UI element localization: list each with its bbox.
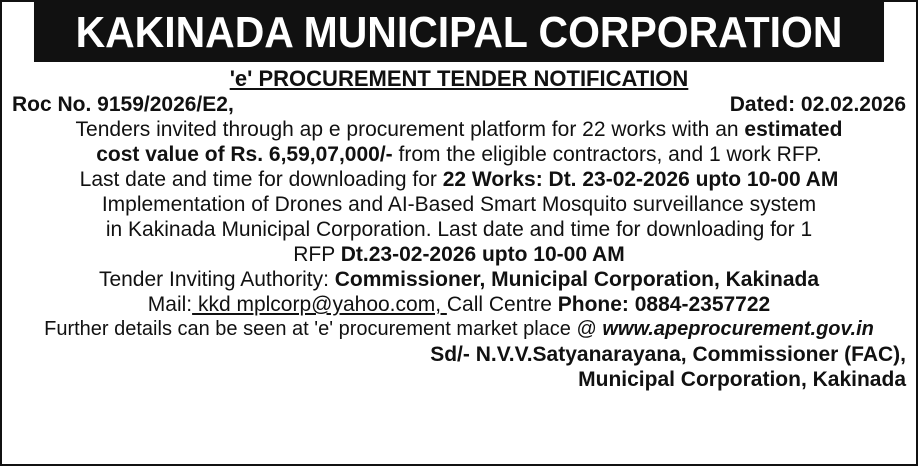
body-line-4: Implementation of Drones and AI-Based Smart Mosquito surveillance system (101, 193, 817, 216)
authority-label: Tender Inviting Authority: (98, 268, 335, 291)
body-line-3 (2, 167, 916, 192)
body-bold: estimated (744, 118, 843, 141)
details-text: Further details can be seen at 'e' procurement market place @ (44, 318, 603, 340)
body-line-2 (2, 142, 916, 167)
details-row (2, 317, 916, 342)
signature-line-1 (2, 342, 916, 367)
signatory: Sd/- N.V.V.Satyanarayana, Commissioner (FAC), (430, 343, 906, 366)
works-deadline: 22 Works: Dt. 23-02-2026 upto 10-00 AM (442, 168, 839, 191)
contact-row (2, 292, 916, 317)
dated: Dated: 02.02.2026 (729, 93, 906, 116)
body-text: Tenders invited through ap e procurement platform for 22 works with an (75, 118, 745, 141)
phone-value: Phone: 0884-2357722 (557, 293, 771, 316)
body-text: RFP (293, 243, 341, 266)
authority-row (2, 267, 916, 292)
reference-row (2, 92, 916, 117)
mail-link[interactable]: kkd mplcorp@yahoo.com, (192, 293, 447, 316)
phone-label: Call Centre (446, 293, 558, 316)
roc-number: Roc No. 9159/2026/E2, (12, 93, 234, 116)
body-line-6 (2, 242, 916, 267)
signature-line-2 (2, 367, 916, 392)
body-line-5: in Kakinada Municipal Corporation. Last date and time for downloading for 1 (105, 218, 813, 241)
notification-heading: 'e' PROCUREMENT TENDER NOTIFICATION (229, 66, 689, 91)
corporation-title: KAKINADA MUNICIPAL CORPORATION (34, 2, 884, 62)
authority-value: Commissioner, Municipal Corporation, Kakinada (334, 268, 820, 291)
signatory-office: Municipal Corporation, Kakinada (578, 368, 906, 391)
body-line-1 (2, 117, 916, 142)
rfp-deadline: Dt.23-02-2026 upto 10-00 AM (340, 243, 625, 266)
body-text: from the eligible contractors, and 1 work RFP. (392, 143, 822, 166)
body-text: Last date and time for downloading for (79, 168, 443, 191)
mail-label: Mail: (147, 293, 193, 316)
estimated-cost: cost value of Rs. 6,59,07,000/- (96, 143, 393, 166)
procurement-url[interactable]: www.apeprocurement.gov.in (602, 318, 874, 340)
